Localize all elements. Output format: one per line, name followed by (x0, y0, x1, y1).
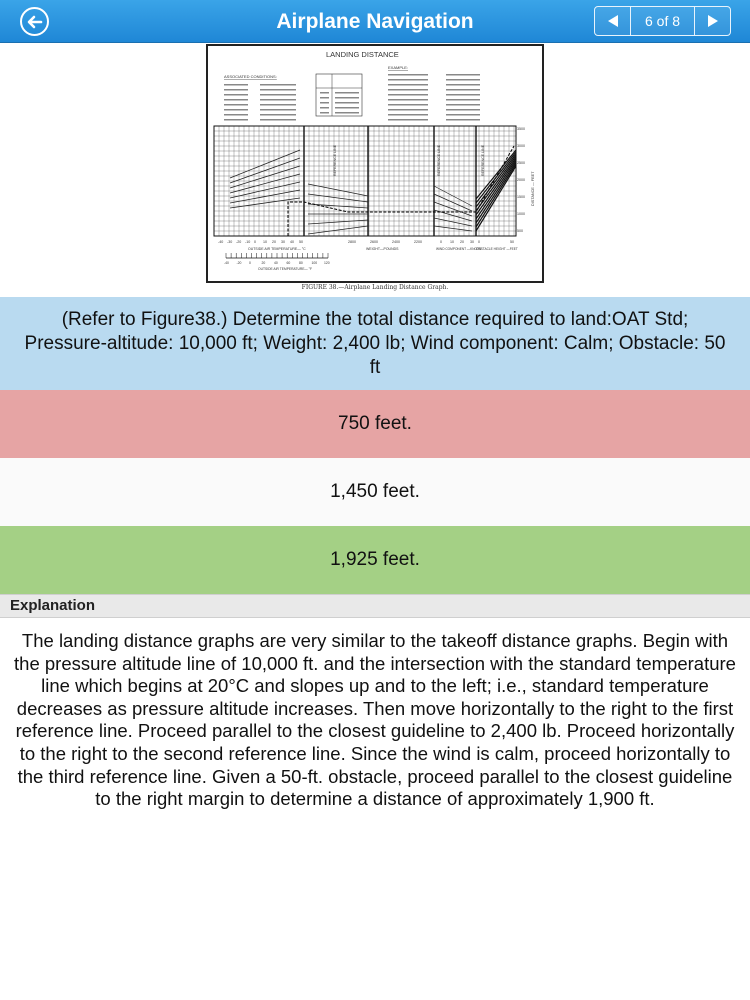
temp-f-tick-label: 120 (324, 261, 330, 265)
x-axis-label-temp-f: OUTSIDE AIR TEMPERATURE— °F (258, 267, 312, 271)
wind-tick-label: 20 (460, 240, 464, 244)
back-button[interactable] (20, 7, 49, 36)
x-axis-label-obstacle: OBSTACLE HEIGHT —FEET (476, 247, 518, 251)
conditions-header: ASSOCIATED CONDITIONS: (224, 74, 277, 79)
distance-tick-label: 3000 (517, 144, 525, 148)
distance-tick-label: 2000 (517, 178, 525, 182)
distance-tick-label: 2500 (517, 161, 525, 165)
wind-tick-label: 10 (450, 240, 454, 244)
weight-speed-table (316, 74, 362, 116)
example-header: EXAMPLE: (388, 65, 409, 70)
x-axis-label-weight: WEIGHT—POUNDS (366, 247, 399, 251)
graph-grid (214, 126, 516, 236)
temp-f-tick-label: 20 (261, 261, 266, 265)
figure-area (0, 43, 750, 297)
prev-button[interactable] (595, 7, 631, 35)
weight-tick-label: 2200 (414, 240, 422, 244)
figure-caption: FIGURE 38.—Airplane Landing Distance Graph. (301, 284, 449, 291)
weight-tick-label: 2400 (392, 240, 400, 244)
nav-header (0, 0, 750, 43)
temp-f-tick-label: 100 (311, 261, 318, 265)
x-axis-label-wind: WIND COMPONENT —KNOTS (436, 247, 482, 251)
temp-tick-label: 50 (299, 240, 303, 244)
triangle-right-icon (707, 14, 719, 28)
temp-tick-label: -40 (218, 240, 224, 244)
temp-f-tick-label: 80 (299, 261, 303, 265)
y-axis-label: DISTANCE — FEET (531, 171, 535, 206)
explanation-text: The landing distance graphs are very similar to the takeoff distance graphs. Begin with the pressure altitude line of 10,000 ft. and the intersection with the standard temperature line which begins at 20°C and slopes up and to the left; i.e., standard temperature decreases as pressure altitude increases. Then move horizontally to the right to the first reference line. Proceed parallel to the closest guideline to 2,400 lb. Proceed horizontally to the right to the second reference line. Since the wind is calm, proceed horizontally to the third reference line. Given a 50-ft. obstacle, proceed parallel to the closest guideline to the right margin to determine a distance of approximately 1,900 ft. (14, 630, 736, 810)
temp-f-tick-label: 0 (249, 261, 251, 265)
weight-tick-label: 2800 (348, 240, 356, 244)
temp-tick-label: 10 (263, 240, 267, 244)
ref-line-label-1: REFERENCE LINE (333, 144, 337, 176)
ref-line-label-3: REFERENCE LINE (481, 144, 485, 176)
x-axis-label-temp: OUTSIDE AIR TEMPERATURE— °C (248, 247, 306, 251)
temp-f-tick-label: 60 (286, 261, 291, 265)
temp-tick-label: -20 (236, 240, 242, 244)
temp-tick-label: 40 (290, 240, 294, 244)
question-text: (Refer to Figure38.) Determine the total distance required to land:OAT Std; Pressure-altitude: 10,000 ft; Weight: 2,400 lb; Wind component: Calm; Obstacle: 50 ft (0, 297, 750, 390)
obstacle-tick-label: 0 (478, 240, 480, 244)
distance-tick-label: 3500 (517, 127, 525, 131)
wind-tick-label: 30 (470, 240, 474, 244)
explanation-header: Explanation (0, 594, 750, 618)
temp-tick-label: -30 (227, 240, 233, 244)
temp-tick-label: 20 (272, 240, 276, 244)
figure-title: LANDING DISTANCE (326, 50, 399, 59)
obstacle-tick-label: 50 (510, 240, 514, 244)
temp-f-tick-label: 40 (274, 261, 278, 265)
landing-distance-graph (208, 46, 542, 281)
temp-tick-label: -10 (245, 240, 251, 244)
wind-tick-label: 0 (440, 240, 442, 244)
ref-line-label-2: REFERENCE LINE (437, 144, 441, 176)
landing-distance-figure (206, 44, 544, 283)
distance-tick-label: 500 (517, 229, 523, 233)
page-title: Airplane Navigation (276, 10, 474, 33)
temp-f-tick-label: -20 (236, 261, 242, 265)
pager (594, 6, 731, 36)
page-counter: 6 of 8 (644, 13, 681, 29)
weight-tick-label: 2600 (370, 240, 378, 244)
temp-tick-label: 30 (281, 240, 285, 244)
temp-f-tick-label: -40 (224, 261, 229, 265)
temp-tick-label: 0 (254, 240, 256, 244)
answer-option-1[interactable]: 750 feet. (0, 390, 750, 458)
triangle-left-icon (607, 14, 619, 28)
answer-option-3[interactable]: 1,925 feet. (0, 526, 750, 594)
distance-tick-label: 1500 (517, 195, 525, 199)
back-arrow-icon (26, 13, 44, 31)
next-button[interactable] (694, 7, 730, 35)
distance-tick-label: 1000 (517, 212, 525, 216)
answer-option-2[interactable]: 1,450 feet. (0, 458, 750, 526)
